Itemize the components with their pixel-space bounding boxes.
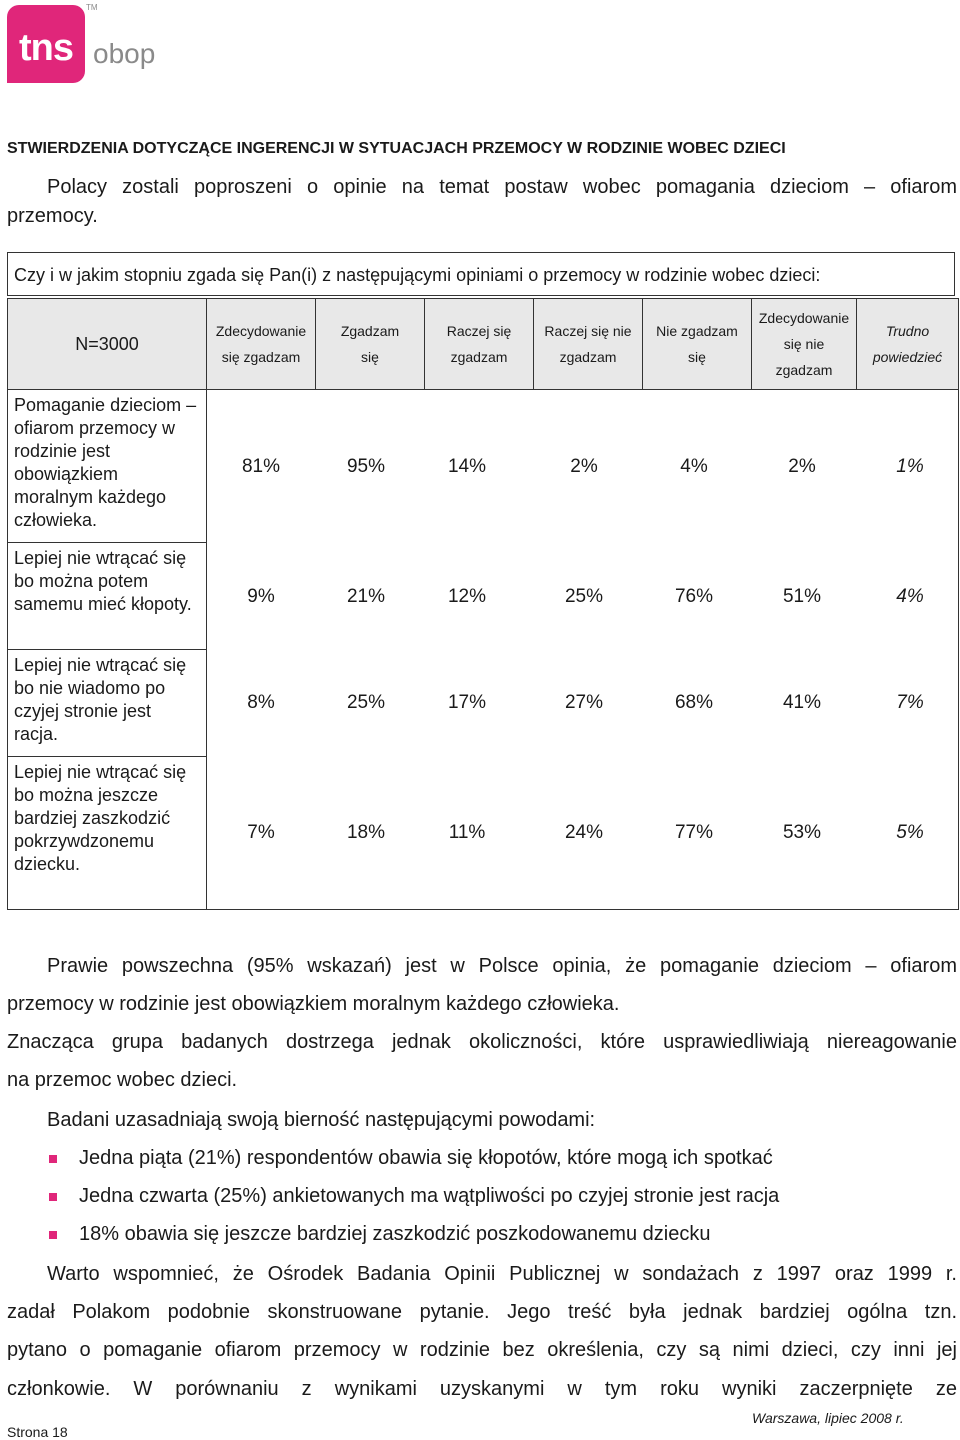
col-header-7 <box>856 298 959 390</box>
col-header-text: Zdecydowanie <box>215 323 307 339</box>
logo-sub: obop <box>93 38 156 69</box>
bullet-square-icon <box>49 1231 57 1239</box>
table-cell: 8% <box>247 692 275 713</box>
table-cell: 17% <box>447 692 487 713</box>
table-cell: 18% <box>346 822 386 843</box>
table-cell: 51% <box>782 586 822 607</box>
table-cell: 4% <box>896 586 924 607</box>
col-header-6 <box>751 298 857 390</box>
table-cell: 12% <box>447 586 487 607</box>
table-cell: 68% <box>674 692 714 713</box>
table-cell: 81% <box>241 456 281 477</box>
table-cell: 7% <box>247 822 275 843</box>
table-cell: 53% <box>782 822 822 843</box>
para1-line-1: Prawie powszechna (95% wskazań) jest w Polsce opinia, że pomaganie dzieciom – ofiarom <box>47 955 957 977</box>
tns-logo <box>7 5 85 83</box>
col-header-text: Trudno <box>885 323 930 339</box>
table-cell: 14% <box>447 456 487 477</box>
table-cell: 76% <box>674 586 714 607</box>
table-cell: 27% <box>564 692 604 713</box>
col-header-text: zgadzam <box>775 362 833 378</box>
para3: Badani uzasadniają swoją bierność następującymi powodami: <box>47 1109 596 1131</box>
n-label: N=3000 <box>75 334 139 354</box>
para4-line-1: Warto wspomnieć, że Ośrodek Badania Opinii Publicznej w sondażach z 1997 oraz 1999 r. <box>47 1263 957 1285</box>
col-header-text: Zdecydowanie <box>758 310 850 326</box>
para2-line-2: na przemoc wobec dzieci. <box>7 1069 238 1091</box>
col-header-1 <box>206 298 316 390</box>
table-cell: 25% <box>564 586 604 607</box>
col-header-5 <box>642 298 752 390</box>
bullet-square-icon <box>49 1155 57 1163</box>
table-cell: 1% <box>896 456 924 477</box>
para4-line-3: pytano o pomaganie ofiarom przemocy w rodzinie bez określenia, czy są nimi dzieci, czy inni jej <box>7 1339 957 1361</box>
row-label-4: Lepiej nie wtrącać się bo można jeszcze bardziej zaszkodzić pokrzywdzonemu dziecku. <box>7 756 207 910</box>
col-header-text: Raczej się nie <box>544 323 632 339</box>
table-cell: 7% <box>896 692 924 713</box>
table-cell: 41% <box>782 692 822 713</box>
row-label-2: Lepiej nie wtrącać się bo można potem samemu mieć kłopoty. <box>7 542 207 650</box>
table-cell: 77% <box>674 822 714 843</box>
col-header-text: zgadzam <box>559 349 617 365</box>
col-header-3 <box>424 298 534 390</box>
row-label-3: Lepiej nie wtrącać się bo nie wiadomo po czyjej stronie jest racja. <box>7 649 207 757</box>
para2-line-1: Znacząca grupa badanych dostrzega jednak okoliczności, które usprawiedliwiają niereagowanie <box>7 1031 957 1053</box>
logo-brand: tns <box>19 27 73 69</box>
col-header-text: Raczej się <box>446 323 512 339</box>
row-label-1: Pomaganie dzieciom – ofiarom przemocy w rodzinie jest obowiązkiem moralnym każdego człowieka. <box>7 389 207 543</box>
results-table <box>7 298 959 910</box>
logo-trademark: TM <box>86 3 98 12</box>
survey-question: Czy i w jakim stopniu zgada się Pan(i) z następującymi opiniami o przemocy w rodzinie wobec dzieci: <box>7 252 955 296</box>
col-header-text: się nie <box>783 336 825 352</box>
table-cell: 4% <box>680 456 708 477</box>
intro-line-1: Polacy zostali poproszeni o opinie na temat postaw wobec pomagania dzieciom – ofiarom <box>47 176 957 198</box>
page-number: Strona 18 <box>7 1424 68 1440</box>
n-label-cell <box>7 298 207 390</box>
para4-line-2: zadał Polakom podobnie skonstruowane pytanie. Jego treść była jednak bardziej ogólna tzn. <box>7 1301 957 1323</box>
col-header-text: powiedzieć <box>872 349 943 365</box>
bullet-item-3: 18% obawia się jeszcze bardziej zaszkodzić poszkodowanemu dziecku <box>79 1223 711 1245</box>
para1-line-2: przemocy w rodzinie jest obowiązkiem moralnym każdego człowieka. <box>7 993 620 1015</box>
table-cell: 11% <box>448 822 486 843</box>
table-cell: 2% <box>570 456 598 477</box>
bullet-item-2: Jedna czwarta (25%) ankietowanych ma wątpliwości po czyjej stronie jest racja <box>79 1185 780 1207</box>
table-cell: 95% <box>346 456 386 477</box>
col-header-text: się <box>688 349 706 365</box>
intro-line-2: przemocy. <box>7 205 98 227</box>
bullet-item-1: Jedna piąta (21%) respondentów obawia się kłopotów, które mogą ich spotkać <box>79 1147 773 1169</box>
col-header-text: się <box>361 349 379 365</box>
col-header-text: Zgadzam <box>340 323 400 339</box>
table-cell: 24% <box>564 822 604 843</box>
bullet-square-icon <box>49 1193 57 1201</box>
section-heading: STWIERDZENIA DOTYCZĄCE INGERENCJI W SYTUACJACH PRZEMOCY W RODZINIE WOBEC DZIECI <box>7 140 786 157</box>
col-header-text: Nie zgadzam <box>656 323 738 339</box>
col-header-text: zgadzam <box>450 349 508 365</box>
table-cell: 21% <box>346 586 386 607</box>
col-header-2 <box>315 298 425 390</box>
table-cell: 2% <box>788 456 816 477</box>
col-header-text: się zgadzam <box>221 349 301 365</box>
para4-line-4: członkowie. W porównaniu z wynikami uzyskanymi w tym roku wyniki zaczerpnięte ze <box>7 1378 957 1400</box>
table-cell: 9% <box>247 586 275 607</box>
table-cell: 5% <box>896 822 924 843</box>
footer-date: Warszawa, lipiec 2008 r. <box>752 1410 904 1426</box>
col-header-4 <box>533 298 643 390</box>
table-cell: 25% <box>346 692 386 713</box>
